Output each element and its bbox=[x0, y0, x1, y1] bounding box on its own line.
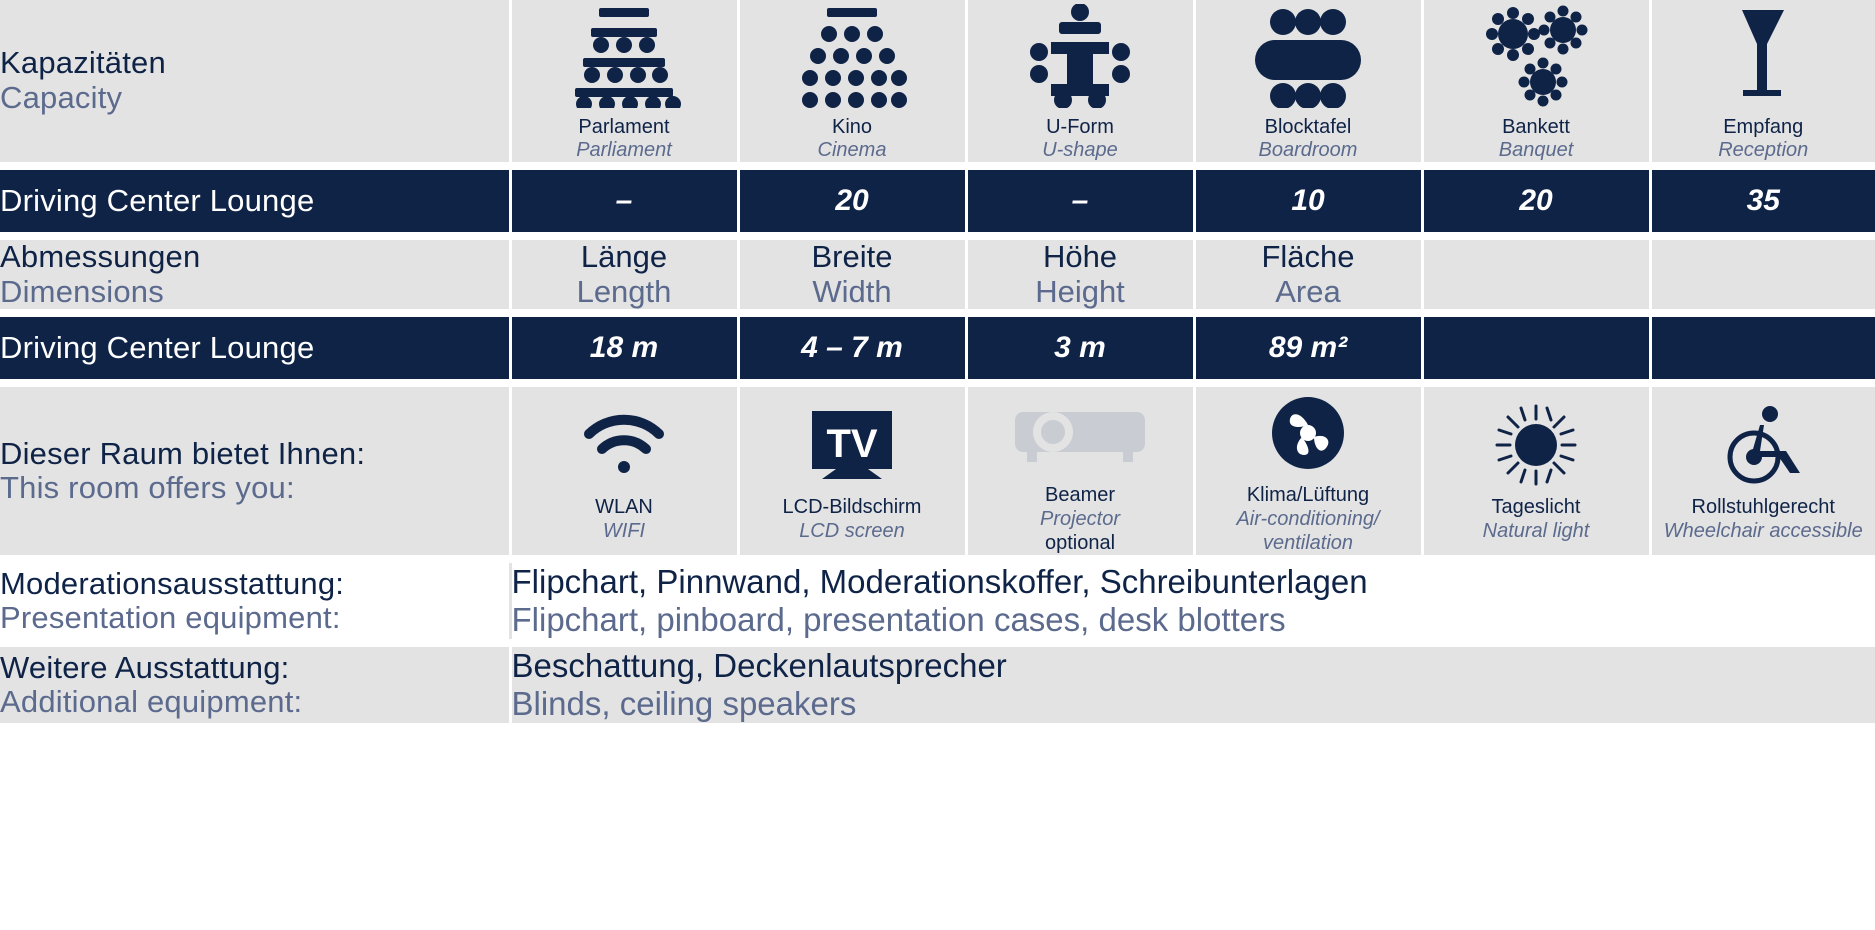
dimensions-room-name-cell bbox=[0, 317, 510, 379]
dimension-value bbox=[1422, 317, 1650, 379]
row-gap bbox=[0, 232, 1875, 240]
amenity-name-de: LCD-Bildschirm bbox=[782, 496, 922, 519]
parliament-icon bbox=[512, 0, 737, 108]
dimension-value bbox=[1650, 317, 1875, 379]
reception-icon bbox=[1652, 0, 1875, 108]
additional-value-en: Blinds, ceiling speakers bbox=[511, 685, 857, 723]
amenities-row bbox=[0, 387, 1875, 555]
amenity-wifi bbox=[510, 387, 738, 555]
layout-name-de: U-Form bbox=[1046, 116, 1114, 138]
dimensions-label-cell bbox=[0, 240, 510, 309]
layout-name-en: Banquet bbox=[1498, 139, 1574, 161]
capacity-value: 20 bbox=[738, 170, 966, 232]
wheelchair-icon bbox=[1652, 399, 1875, 491]
presentation-value-en: Flipchart, pinboard, presentation cases, desk blotters bbox=[511, 601, 1286, 639]
banquet-icon bbox=[1424, 0, 1649, 108]
tv-icon bbox=[740, 399, 965, 491]
layout-name-en: U-shape bbox=[1042, 139, 1118, 161]
u-shape-icon bbox=[968, 0, 1193, 108]
amenity-name-de: Klima/Lüftung bbox=[1246, 484, 1370, 507]
room-name: Driving Center Lounge bbox=[0, 330, 315, 366]
dimension-header bbox=[966, 240, 1194, 309]
additional-label-cell bbox=[0, 647, 510, 723]
amenities-label-en: This room offers you: bbox=[0, 470, 295, 506]
presentation-label-en: Presentation equipment: bbox=[0, 600, 341, 636]
cinema-icon bbox=[740, 0, 965, 108]
boardroom-icon bbox=[1196, 0, 1421, 108]
additional-label-de: Weitere Ausstattung: bbox=[0, 649, 290, 685]
additional-label-en: Additional equipment: bbox=[0, 684, 303, 720]
dimensions-header-row bbox=[0, 240, 1875, 309]
layout-name-de: Kino bbox=[831, 116, 873, 138]
sun-icon bbox=[1424, 399, 1649, 491]
projector-icon bbox=[968, 387, 1193, 479]
presentation-value-de: Flipchart, Pinnwand, Moderationskoffer, Schreibunterlagen bbox=[511, 563, 1368, 601]
capacity-value: 20 bbox=[1422, 170, 1650, 232]
layout-name-de: Empfang bbox=[1723, 116, 1804, 138]
room-name: Driving Center Lounge bbox=[0, 182, 315, 218]
dimension-value: 4 – 7 m bbox=[738, 317, 966, 379]
capacity-value: – bbox=[966, 170, 1194, 232]
capacity-label-cell bbox=[0, 0, 510, 162]
dimension-value: 18 m bbox=[510, 317, 738, 379]
additional-value-cell bbox=[510, 647, 1875, 723]
layout-name-de: Parlament bbox=[578, 116, 670, 138]
row-gap bbox=[0, 309, 1875, 317]
air-conditioning-icon bbox=[1196, 387, 1421, 479]
capacity-value: 10 bbox=[1194, 170, 1422, 232]
row-gap bbox=[0, 162, 1875, 170]
row-gap bbox=[0, 639, 1875, 647]
amenity-projector bbox=[966, 387, 1194, 555]
amenity-wheelchair bbox=[1650, 387, 1875, 555]
capacity-layout-banquet bbox=[1422, 0, 1650, 162]
amenity-name-de: Beamer bbox=[1044, 484, 1116, 507]
amenity-name-en: Natural light bbox=[1482, 520, 1590, 543]
dimension-header-en: Height bbox=[1035, 273, 1125, 309]
amenity-name-de: Rollstuhlgerecht bbox=[1691, 496, 1835, 519]
capacity-value: – bbox=[510, 170, 738, 232]
layout-name-en: Boardroom bbox=[1258, 139, 1358, 161]
presentation-equipment-row bbox=[0, 563, 1875, 639]
capacity-layout-u-shape bbox=[966, 0, 1194, 162]
presentation-label-cell bbox=[0, 563, 510, 639]
dimension-header bbox=[738, 240, 966, 309]
amenities-label-de: Dieser Raum bietet Ihnen: bbox=[0, 435, 366, 471]
amenities-label-cell bbox=[0, 387, 510, 555]
amenity-name-de: WLAN bbox=[595, 496, 653, 519]
amenity-name-en: WIFI bbox=[602, 520, 646, 543]
dimension-value: 89 m² bbox=[1194, 317, 1422, 379]
layout-name-de: Blocktafel bbox=[1264, 116, 1352, 138]
capacity-room-name-cell bbox=[0, 170, 510, 232]
capacity-value: 35 bbox=[1650, 170, 1875, 232]
additional-equipment-row bbox=[0, 647, 1875, 723]
presentation-label-de: Moderationsausstattung: bbox=[0, 565, 345, 601]
dimension-header-de: Fläche bbox=[1261, 239, 1355, 274]
capacity-layout-boardroom bbox=[1194, 0, 1422, 162]
capacity-values-row bbox=[0, 170, 1875, 232]
capacity-layout-parliament bbox=[510, 0, 738, 162]
row-gap bbox=[0, 555, 1875, 563]
dimension-header bbox=[510, 240, 738, 309]
layout-name-en: Reception bbox=[1718, 139, 1809, 161]
dimension-header bbox=[1194, 240, 1422, 309]
dimensions-values-row bbox=[0, 317, 1875, 379]
amenity-name-en: Air-conditioning/ ventilation bbox=[1236, 508, 1380, 555]
dimension-header-de: Höhe bbox=[1042, 239, 1118, 274]
capacity-label-de: Kapazitäten bbox=[0, 45, 166, 81]
layout-name-de: Bankett bbox=[1502, 116, 1570, 138]
amenity-note: optional bbox=[1044, 532, 1116, 555]
row-gap bbox=[0, 379, 1875, 387]
dimension-header-en: Area bbox=[1275, 273, 1341, 309]
presentation-value-cell bbox=[510, 563, 1875, 639]
capacity-label-en: Capacity bbox=[0, 80, 123, 115]
dimension-header-en: Length bbox=[576, 273, 672, 309]
capacity-layout-reception bbox=[1650, 0, 1875, 162]
additional-value-de: Beschattung, Deckenlautsprecher bbox=[511, 647, 1007, 685]
layout-name-en: Cinema bbox=[817, 139, 887, 161]
amenity-air-conditioning bbox=[1194, 387, 1422, 555]
amenity-natural-light bbox=[1422, 387, 1650, 555]
dimension-header-de: Länge bbox=[580, 239, 668, 274]
amenity-name-en: Projector bbox=[1039, 508, 1121, 531]
amenity-name-en: LCD screen bbox=[799, 520, 905, 543]
amenity-lcd-screen bbox=[738, 387, 966, 555]
dimension-header bbox=[1422, 240, 1650, 309]
dimension-header-en: Width bbox=[812, 273, 892, 309]
amenity-name-de: Tageslicht bbox=[1491, 496, 1581, 519]
dimensions-label-de: Abmessungen bbox=[0, 239, 201, 274]
wifi-icon bbox=[512, 399, 737, 491]
dimension-header-de: Breite bbox=[811, 239, 893, 274]
amenity-name-en: Wheelchair accessible bbox=[1663, 520, 1863, 543]
svg-text:TV: TV bbox=[826, 422, 878, 467]
dimension-value: 3 m bbox=[966, 317, 1194, 379]
layout-name-en: Parliament bbox=[576, 139, 672, 161]
capacity-header-row bbox=[0, 0, 1875, 162]
capacity-layout-cinema bbox=[738, 0, 966, 162]
dimension-header bbox=[1650, 240, 1875, 309]
dimensions-label-en: Dimensions bbox=[0, 273, 164, 309]
